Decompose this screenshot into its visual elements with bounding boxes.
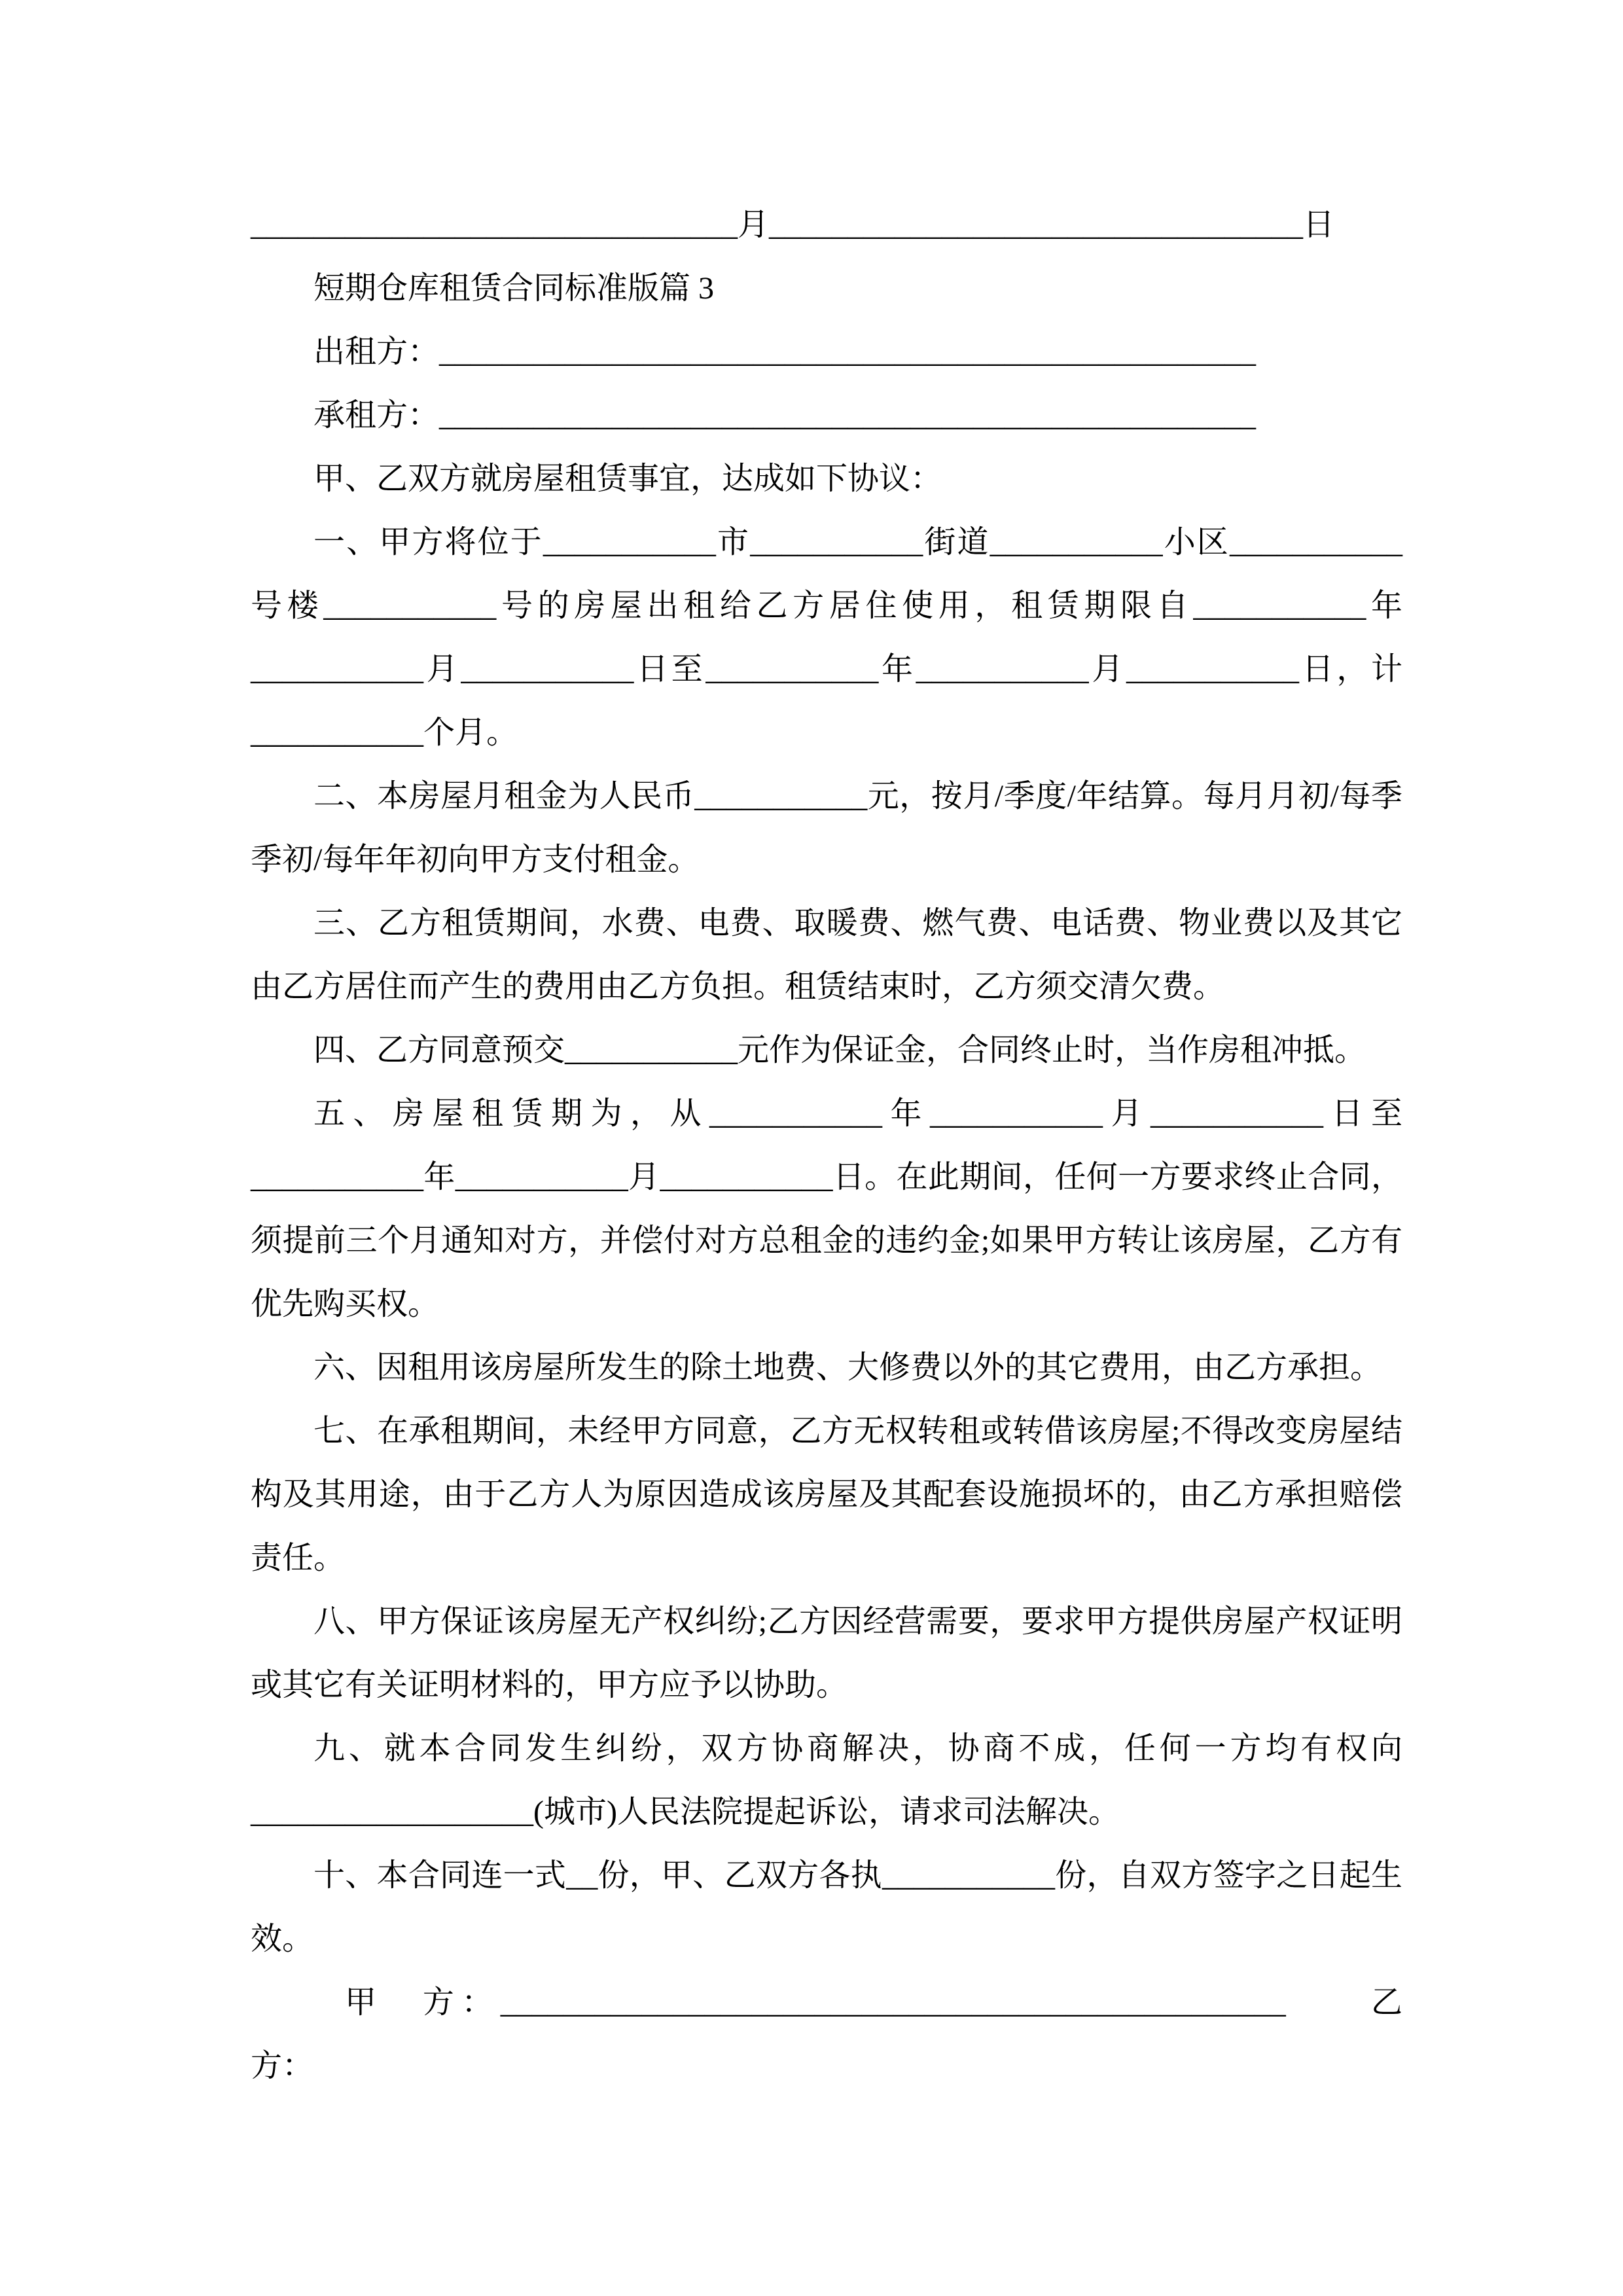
clause-4: 四、乙方同意预交___________元作为保证金，合同终止时，当作房租冲抵。	[313, 1033, 1366, 1067]
clause-2: 二、本房屋月租金为人民币___________元，按月/季度/年结算。每月月初/每季季初/每年年初向甲方支付租金。	[251, 779, 1402, 877]
contract-title: 短期仓库租赁合同标准版篇 3	[313, 271, 715, 306]
clause-9: 九、就本合同发生纠纷，双方协商解决，协商不成，任何一方均有权向__________________(城市)人民法院提起诉讼，请求司法解决。	[251, 1731, 1402, 1829]
lessor-line: 出租方：____________________________________________________	[313, 334, 1257, 369]
intro-line: 甲、乙双方就房屋租赁事宜，达成如下协议：	[313, 461, 942, 496]
clause-6: 六、因租用该房屋所发生的除土地费、大修费以外的其它费用，由乙方承担。	[313, 1350, 1382, 1385]
signature-line: 甲 方：__________________________________________________ 乙 方：	[251, 1985, 1435, 2083]
clause-5: 五、房屋租赁期为，从___________年___________月___________日至___________年___________月___________日。在此期间，任何一方要求终止合同，须提前三个月通知对方，并偿付对方总租金的违约金;如果甲方转让该房屋，乙方有优先购买权。	[251, 1096, 1402, 1321]
clause-8: 八、甲方保证该房屋无产权纠纷;乙方因经营需要，要求甲方提供房屋产权证明或其它有关证明材料的，甲方应予以协助。	[251, 1604, 1402, 1702]
lessee-line: 承租方：____________________________________________________	[313, 398, 1257, 433]
date-line: _______________________________月__________________________________日	[251, 207, 1335, 242]
clause-3: 三、乙方租赁期间，水费、电费、取暖费、燃气费、电话费、物业费以及其它由乙方居住而产生的费用由乙方负担。租赁结束时，乙方须交清欠费。	[251, 906, 1402, 1004]
clause-7: 七、在承租期间，未经甲方同意，乙方无权转租或转借该房屋;不得改变房屋结构及其用途，由于乙方人为原因造成该房屋及其配套设施损坏的，由乙方承担赔偿责任。	[251, 1414, 1402, 1575]
clause-10: 十、本合同连一式__份，甲、乙双方各执___________份，自双方签字之日起生效。	[251, 1858, 1402, 1956]
clause-1: 一、甲方将位于___________市___________街道___________小区___________号楼___________号的房屋出租给乙方居住使用，租赁期限自___________年___________月___________日至___________年___________月___________日，计___________个月。	[251, 525, 1402, 750]
